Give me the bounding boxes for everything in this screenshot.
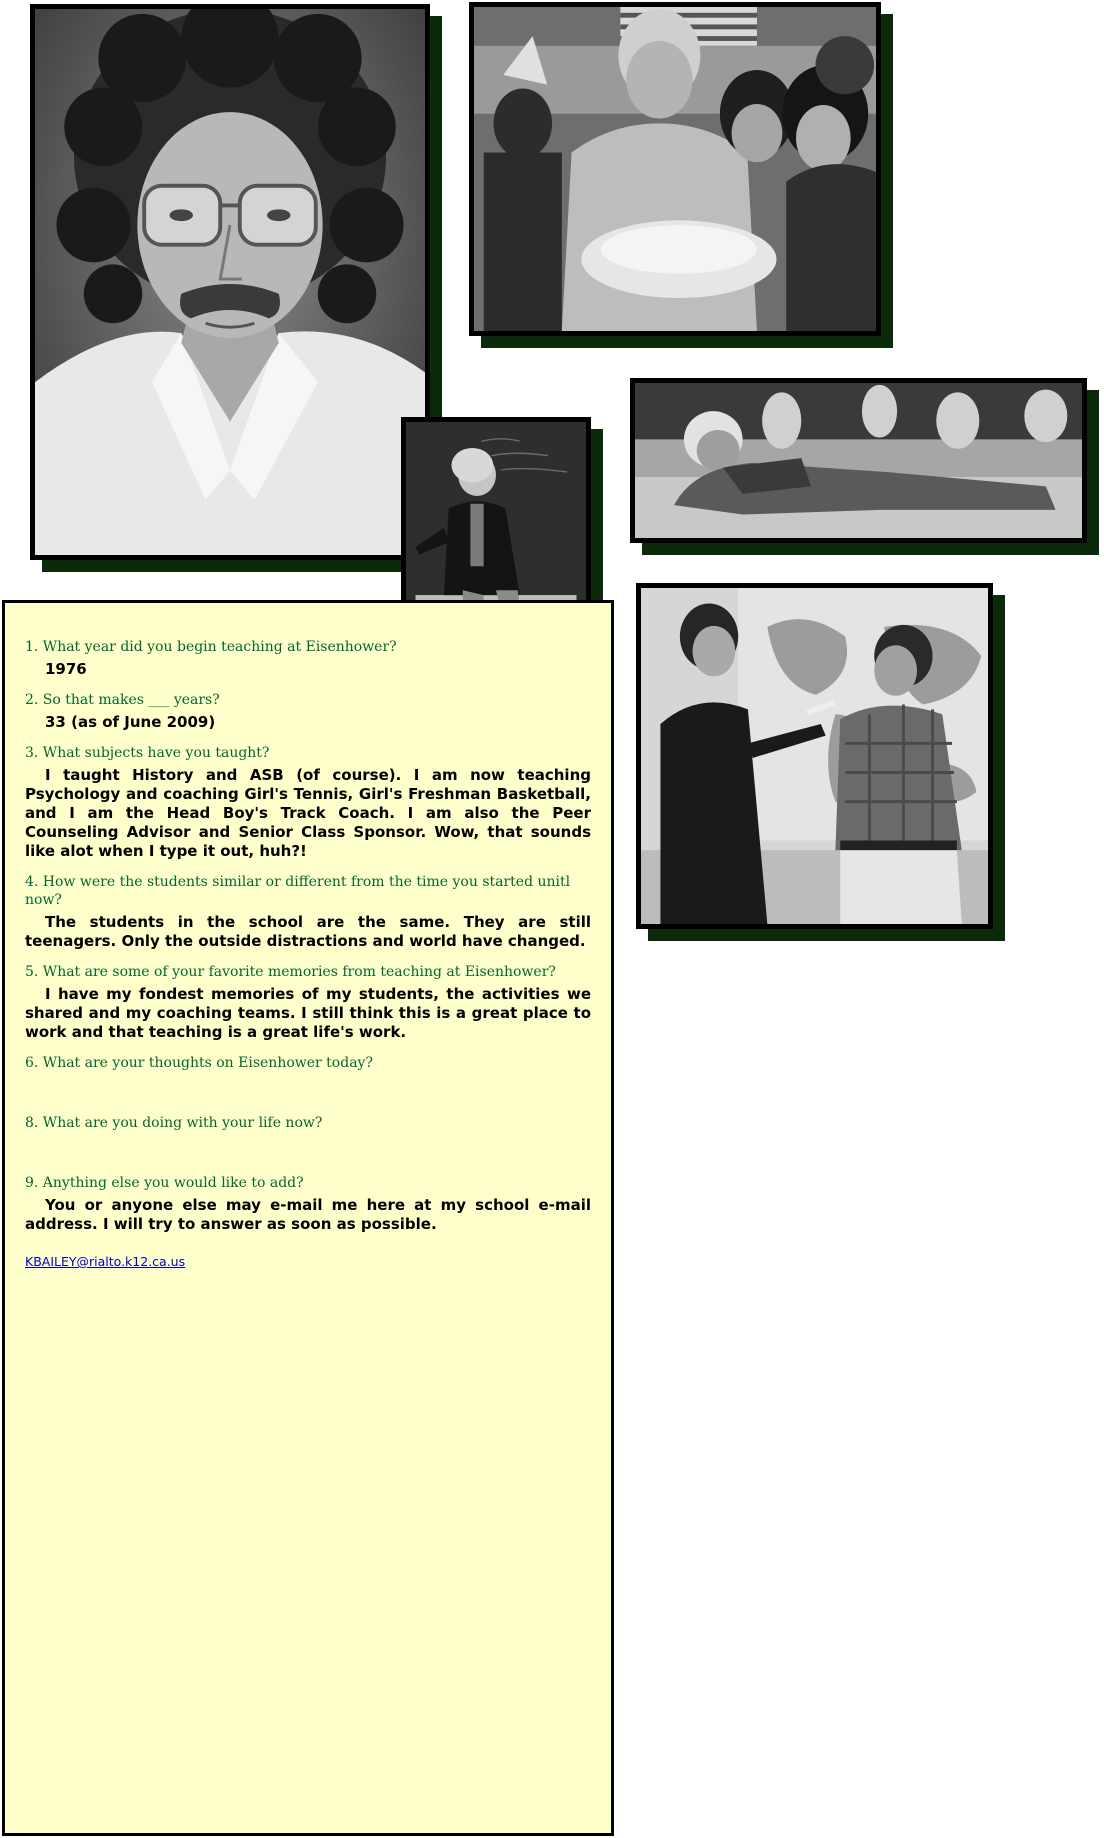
email-link[interactable]: KBAILEY@rialto.k12.ca.us: [25, 1254, 186, 1269]
portrait-photo: [30, 4, 430, 560]
qa-item-8: [25, 1114, 591, 1162]
world-map-classroom-photo: [636, 583, 993, 929]
qa-item-5: [25, 963, 591, 1042]
answer-4: The students in the school are the same. They are still teenagers. Only the outside distractions and world have changed.: [25, 913, 591, 950]
qa-item-1: [25, 638, 591, 679]
birthday-cake-photo: [469, 2, 881, 336]
answer-9: You or anyone else may e-mail me here at my school e-mail address. I will try to answer as soon as possible.: [25, 1196, 591, 1233]
question-8: 8. What are you doing with your life now?: [25, 1115, 323, 1131]
lounging-on-floor-photo: [630, 378, 1087, 543]
question-2: 2. So that makes ___ years?: [25, 692, 220, 708]
answer-1: 1976: [45, 660, 87, 678]
answer-3: I taught History and ASB (of course). I am now teaching Psychology and coaching Girl's Tennis, Girl's Freshman Basketball, and I am the Head Boy's Track Coach. I am also the Peer Counseling Advisor and Senior Class Sponsor. Wow, that sounds like alot when I type it out, huh?!: [25, 766, 591, 860]
question-6: 6. What are your thoughts on Eisenhower today?: [25, 1055, 373, 1071]
interview-panel: [2, 600, 614, 1836]
answer-8: [25, 1136, 591, 1162]
qa-item-3: [25, 744, 591, 861]
question-9: 9. Anything else you would like to add?: [25, 1175, 304, 1191]
qa-item-2: [25, 691, 591, 732]
qa-item-4: [25, 873, 591, 951]
answer-6: [25, 1076, 591, 1102]
qa-item-9: [25, 1174, 591, 1234]
answer-5: I have my fondest memories of my students, the activities we shared and my coaching teams. I still think this is a great place to work and that teaching is a great life's work.: [25, 985, 591, 1041]
question-1: 1. What year did you begin teaching at Eisenhower?: [25, 639, 397, 655]
answer-2: 33 (as of June 2009): [45, 713, 216, 731]
question-5: 5. What are some of your favorite memories from teaching at Eisenhower?: [25, 964, 556, 980]
question-3: 3. What subjects have you taught?: [25, 745, 270, 761]
qa-item-6: [25, 1054, 591, 1102]
question-4: 4. How were the students similar or different from the time you started unitl now?: [25, 874, 571, 908]
